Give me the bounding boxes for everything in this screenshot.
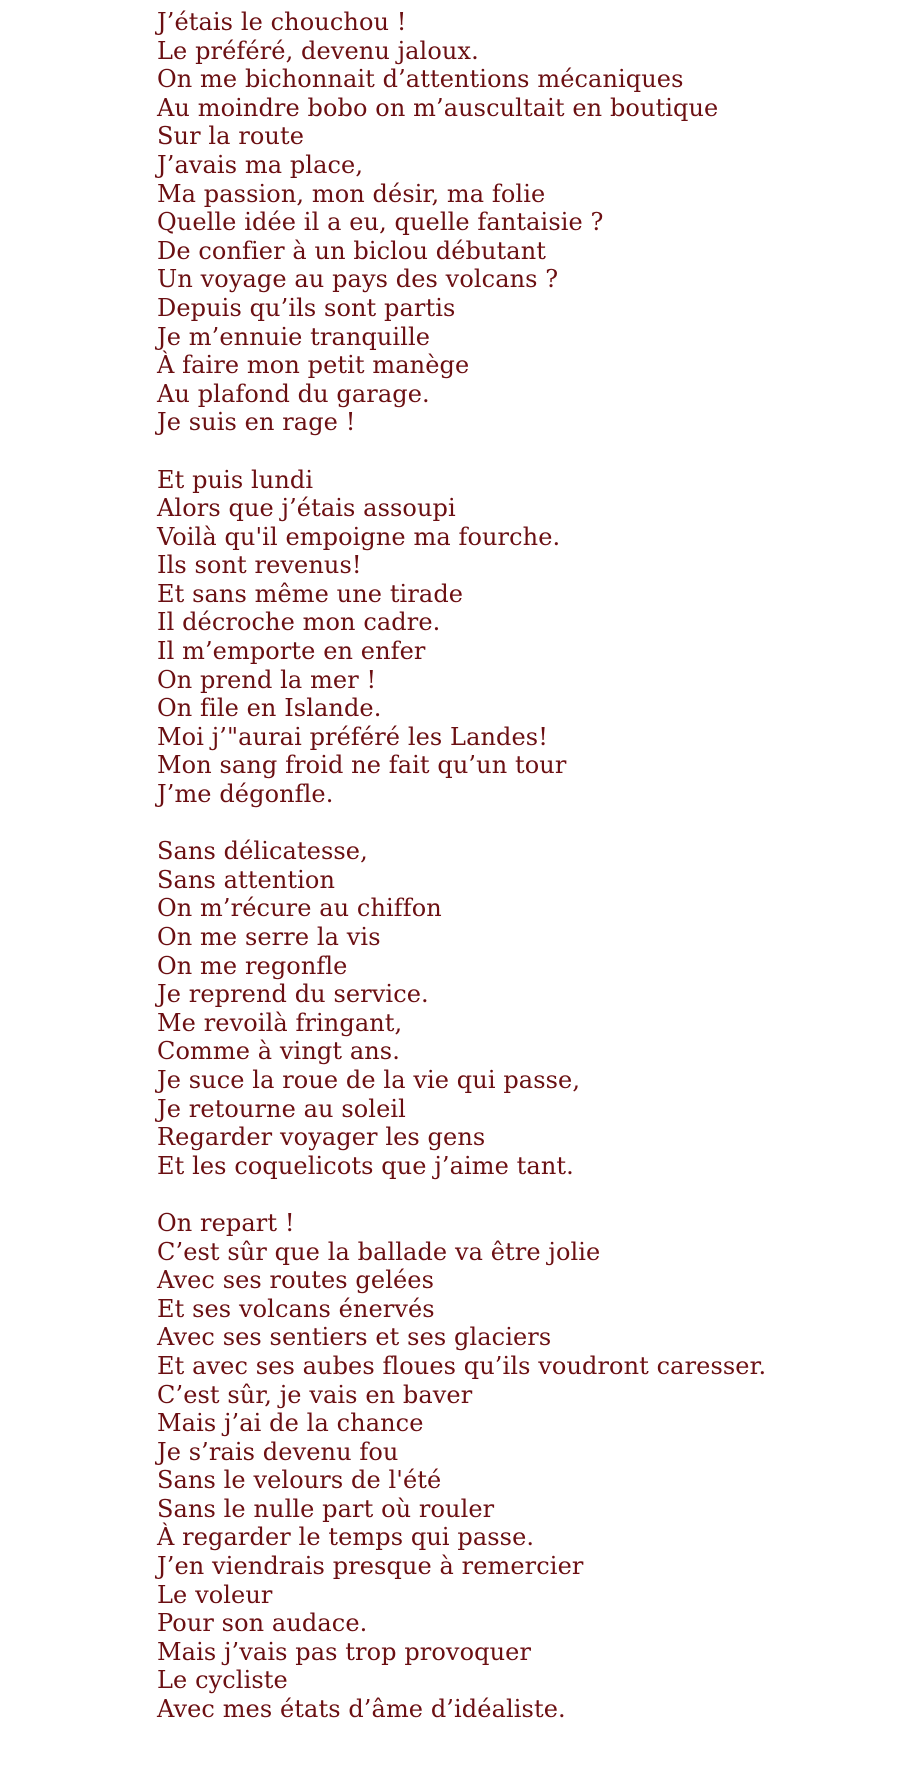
poem-line: J’avais ma place, — [157, 150, 364, 179]
poem-line: Ils sont revenus! — [157, 551, 362, 580]
poem-line: On repart ! — [157, 1208, 295, 1237]
stanza-2 — [157, 466, 897, 809]
poem-line: Mon sang froid ne fait qu’un tour — [157, 751, 567, 780]
poem-line: Je suce la roue de la vie qui passe, — [157, 1065, 581, 1094]
poem-line: Un voyage au pays des volcans ? — [157, 265, 559, 294]
poem-line: Mais j’vais pas trop provoquer — [157, 1637, 532, 1666]
poem — [157, 8, 897, 1724]
poem-line: Sans attention — [157, 865, 336, 894]
poem-line: J’me dégonfle. — [157, 780, 334, 809]
poem-line: Pour son audace. — [157, 1609, 368, 1638]
poem-line: De confier à un biclou débutant — [157, 236, 546, 265]
poem-line: On me serre la vis — [157, 923, 381, 951]
poem-line: On prend la mer ! — [157, 665, 377, 694]
poem-line: Mais j’ai de la chance — [157, 1409, 424, 1438]
poem-line: Et ses volcans énervés — [157, 1294, 435, 1323]
poem-line: À faire mon petit manège — [157, 351, 470, 380]
poem-line: Ma passion, mon désir, ma folie — [157, 179, 546, 208]
stanza-1 — [157, 8, 897, 437]
poem-line: C’est sûr, je vais en baver — [157, 1380, 473, 1409]
poem-line: Avec ses routes gelées — [157, 1266, 434, 1295]
poem-line: Je retourne au soleil — [157, 1094, 406, 1123]
poem-line: Alors que j’étais assoupi — [157, 494, 456, 523]
poem-line: Et sans même une tirade — [157, 579, 464, 608]
poem-line: Il décroche mon cadre. — [157, 608, 441, 637]
poem-line: On file en Islande. — [157, 694, 382, 723]
stanza-3 — [157, 837, 897, 1180]
stanza-4 — [157, 1209, 897, 1724]
poem-line: Je m’ennuie tranquille — [157, 322, 431, 351]
poem-line: Sans le nulle part où rouler — [157, 1494, 495, 1523]
poem-line: On m’récure au chiffon — [157, 894, 442, 923]
poem-line: C’est sûr que la ballade va être jolie — [157, 1237, 601, 1266]
poem-line: J’étais le chouchou ! — [157, 8, 407, 36]
poem-line: On me regonfle — [157, 951, 348, 980]
poem-line: Et avec ses aubes floues qu’ils voudront caresser. — [157, 1351, 767, 1380]
poem-line: Regarder voyager les gens — [157, 1123, 486, 1152]
poem-line: Au plafond du garage. — [157, 379, 430, 408]
poem-line: Comme à vingt ans. — [157, 1037, 400, 1066]
poem-line: Le cycliste — [157, 1666, 288, 1695]
poem-line: Le voleur — [157, 1580, 273, 1609]
poem-line: Depuis qu’ils sont partis — [157, 293, 456, 322]
poem-line: Sans le velours de l'été — [157, 1466, 442, 1495]
poem-line: Je s’rais devenu fou — [157, 1437, 399, 1466]
poem-line: Sur la route — [157, 122, 305, 151]
poem-line: Je reprend du service. — [157, 980, 429, 1009]
poem-line: Me revoilà fringant, — [157, 1008, 403, 1037]
poem-line: Et puis lundi — [157, 465, 314, 494]
poem-line: Avec ses sentiers et ses glaciers — [157, 1323, 552, 1352]
poem-line: J’en viendrais presque à remercier — [157, 1552, 584, 1581]
poem-line: On me bichonnait d’attentions mécaniques — [157, 65, 684, 94]
poem-line: Le préféré, devenu jaloux. — [157, 36, 479, 65]
poem-line: Je suis en rage ! — [157, 408, 356, 437]
poem-line: Voilà qu'il empoigne ma fourche. — [157, 522, 561, 551]
poem-line: Avec mes états d’âme d’idéaliste. — [157, 1695, 566, 1724]
poem-line: Sans délicatesse, — [157, 837, 368, 866]
poem-line: Moi j’"aurai préféré les Landes! — [157, 722, 548, 751]
poem-line: Et les coquelicots que j’aime tant. — [157, 1151, 574, 1180]
poem-line: Il m’emporte en enfer — [157, 637, 426, 666]
poem-line: À regarder le temps qui passe. — [157, 1523, 535, 1552]
poem-line: Quelle idée il a eu, quelle fantaisie ? — [157, 208, 604, 237]
poem-line: Au moindre bobo on m’auscultait en boutique — [157, 93, 719, 122]
